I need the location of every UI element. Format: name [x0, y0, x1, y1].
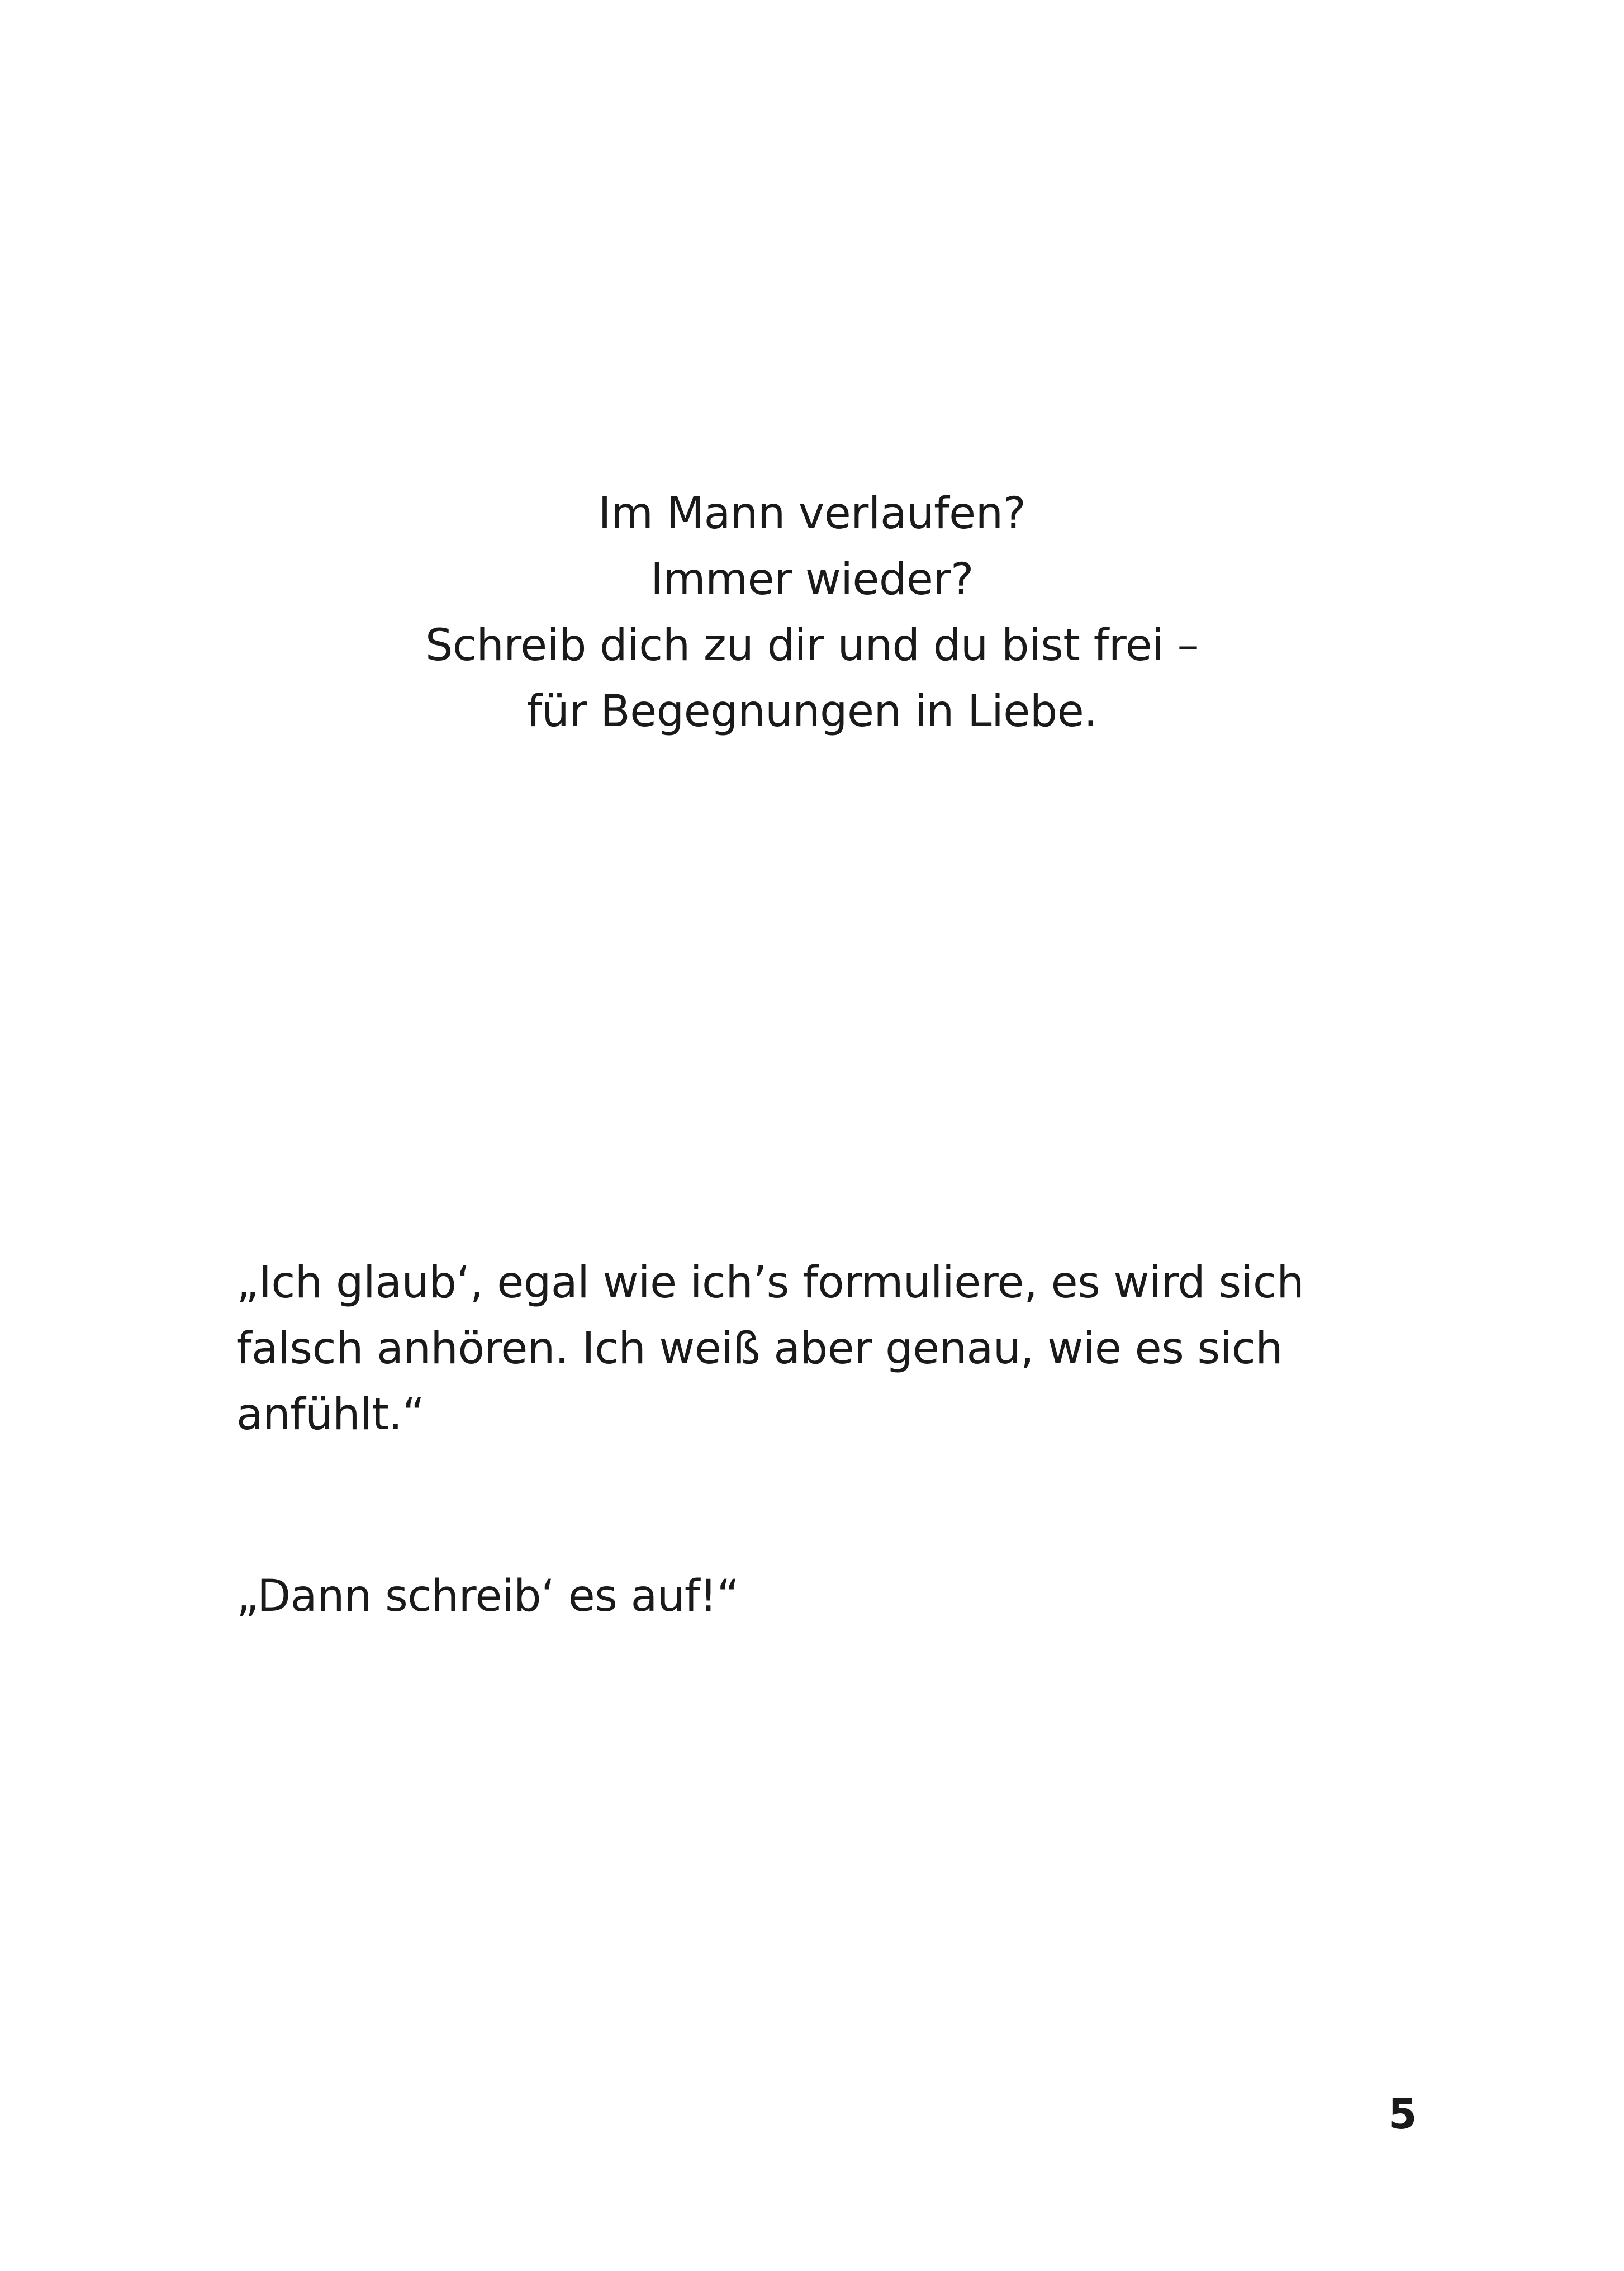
poem-block [0, 481, 1624, 745]
dialogue-line: „Dann schreib‘ es auf!“ [236, 1571, 739, 1622]
poem-line: für Begegnungen in Liebe. [526, 686, 1098, 737]
paragraph-spacer [236, 1448, 1410, 1563]
dialogue-quote-1 [236, 1250, 1410, 1448]
dialogue-line: anfühlt.“ [236, 1390, 425, 1440]
poem-line: Immer wieder? [650, 554, 974, 605]
dialogue-quote-2 [236, 1563, 1410, 1629]
page-number: 5 [1388, 2090, 1417, 2139]
poem-line: Im Mann verlaufen? [598, 489, 1026, 539]
dialogue-block [236, 1250, 1410, 1629]
dialogue-line: falsch anhören. Ich weiß aber genau, wie es sich [236, 1324, 1283, 1374]
dialogue-line: „Ich glaub‘, egal wie ich’s formuliere, es wird sich [236, 1258, 1304, 1308]
poem-line: Schreib dich zu dir und du bist frei – [425, 620, 1199, 671]
